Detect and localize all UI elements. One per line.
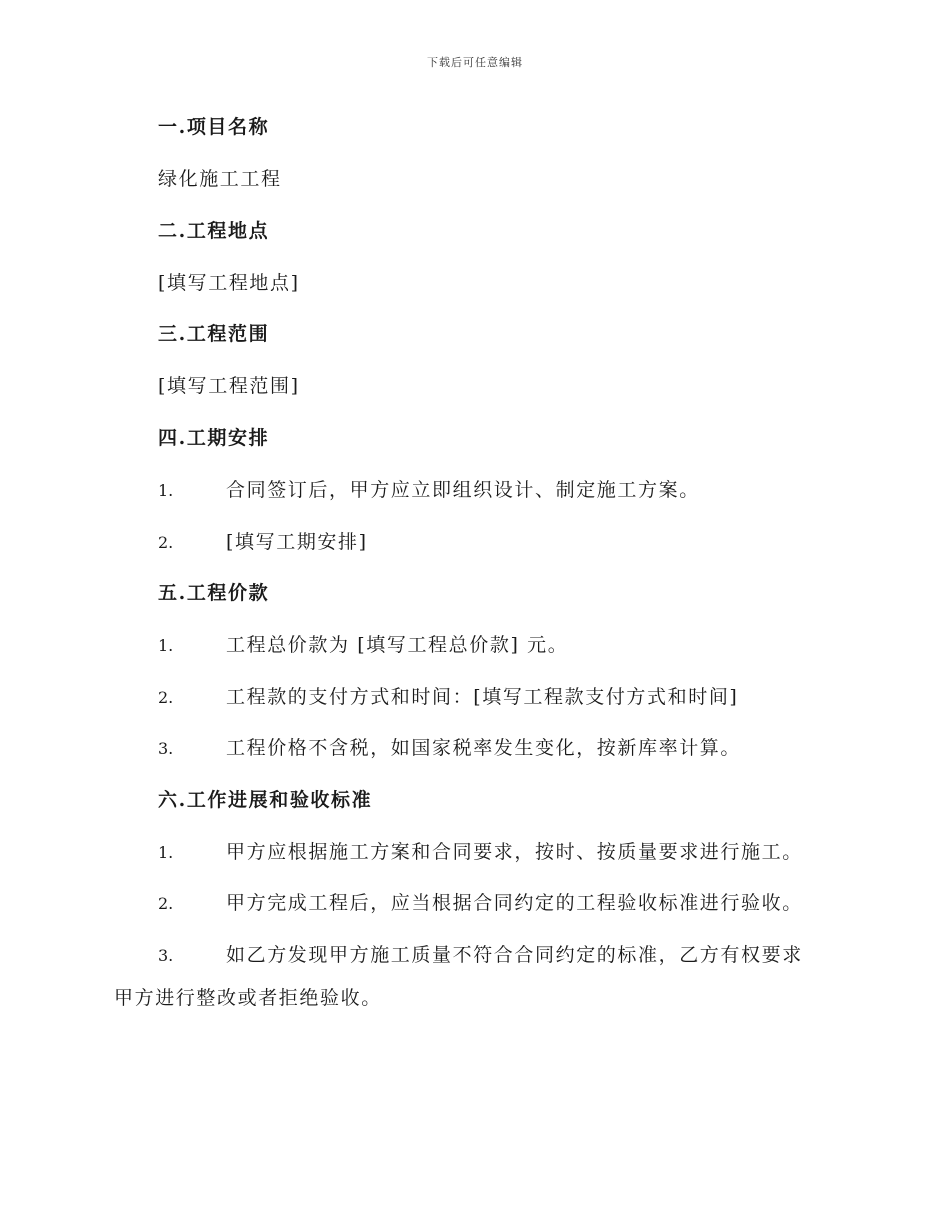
- section-heading-schedule: 四.工期安排: [158, 427, 270, 449]
- section-body-project-name: 绿化施工工程: [158, 168, 282, 190]
- list-item-text: 如乙方发现甲方施工质量不符合合同约定的标准，乙方有权要求: [226, 944, 803, 966]
- list-item-text: 工程款的支付方式和时间：[填写工程款支付方式和时间]: [226, 686, 739, 708]
- list-item-text: [填写工期安排]: [226, 531, 368, 553]
- list-item-text: 甲方完成工程后，应当根据合同约定的工程验收标准进行验收。: [226, 892, 803, 914]
- section-body-location: [填写工程地点]: [158, 272, 300, 294]
- section-heading-price: 五.工程价款: [158, 582, 270, 604]
- list-item-text: 甲方应根据施工方案和合同要求，按时、按质量要求进行施工。: [226, 841, 803, 863]
- list-item-number: 2.: [158, 894, 174, 913]
- list-item-text-continuation: 甲方进行整改或者拒绝验收。: [114, 987, 382, 1009]
- list-item-text: 工程价格不含税，如国家税率发生变化，按新库率计算。: [226, 737, 742, 759]
- list-item-text: 工程总价款为 [填写工程总价款] 元。: [226, 634, 569, 656]
- section-heading-location: 二.工程地点: [158, 220, 270, 242]
- list-item-number: 2.: [158, 688, 174, 707]
- list-item-number: 2.: [158, 533, 174, 552]
- list-item-number: 1.: [158, 843, 174, 862]
- list-item-number: 3.: [158, 739, 174, 758]
- section-body-scope: [填写工程范围]: [158, 375, 300, 397]
- header-note: 下载后可任意编辑: [427, 56, 523, 69]
- section-heading-acceptance: 六.工作进展和验收标准: [158, 789, 373, 811]
- list-item-number: 1.: [158, 636, 174, 655]
- list-item-text: 合同签订后，甲方应立即组织设计、制定施工方案。: [226, 479, 700, 501]
- list-item-number: 1.: [158, 481, 174, 500]
- section-heading-scope: 三.工程范围: [158, 323, 270, 345]
- section-heading-project-name: 一.项目名称: [158, 116, 270, 138]
- list-item-number: 3.: [158, 946, 174, 965]
